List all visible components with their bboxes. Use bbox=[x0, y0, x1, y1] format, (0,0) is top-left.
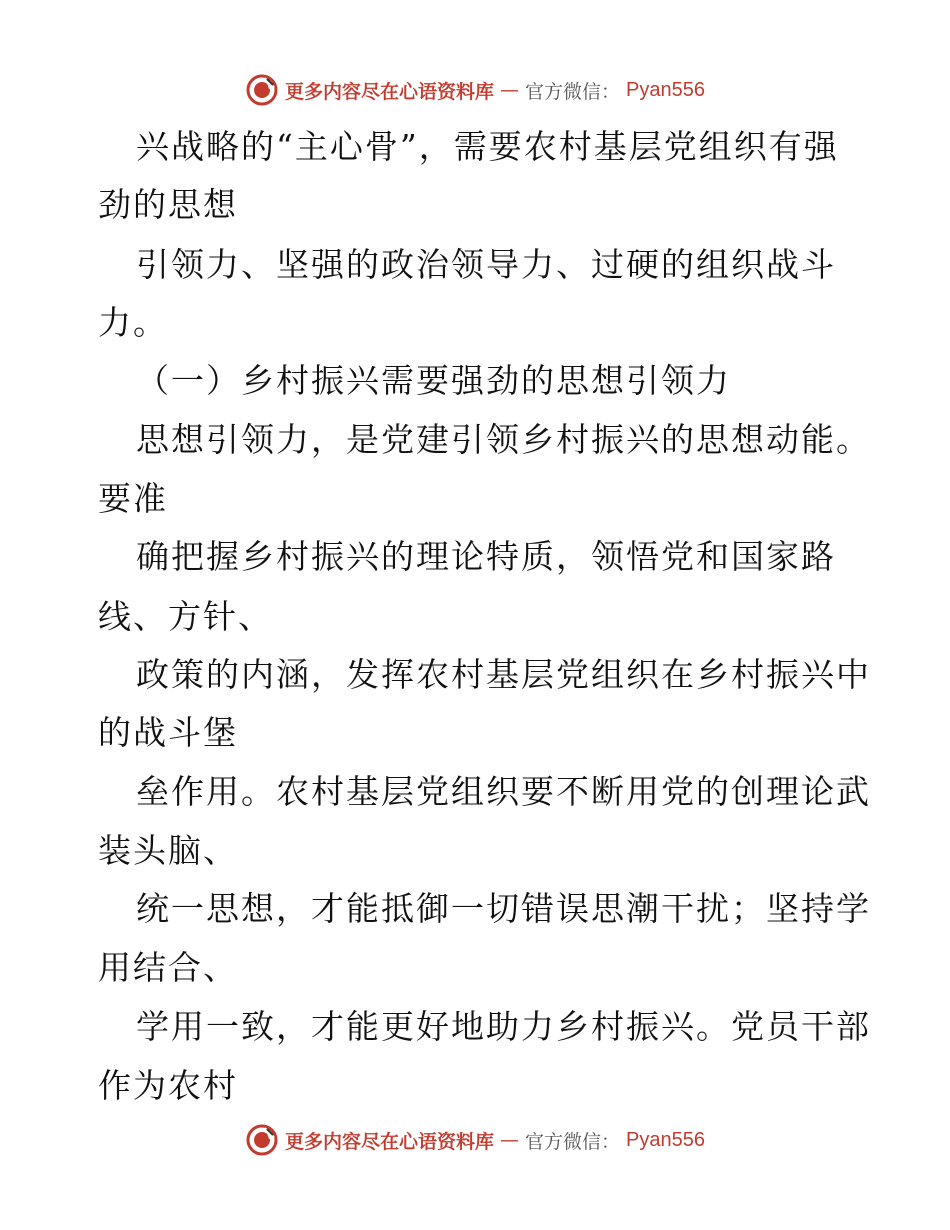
footer-banner-sub: 官方微信： bbox=[525, 1130, 621, 1153]
body-line-8: 确把握乡村振兴的理论特质，领悟党和国家路 bbox=[136, 537, 836, 576]
header-watermark bbox=[0, 70, 950, 110]
body-line-7: 要准 bbox=[98, 479, 168, 518]
body-line-3: 引领力、坚强的政治领导力、过硬的组织战斗 bbox=[136, 245, 836, 284]
body-line-10: 政策的内涵，发挥农村基层党组织在乡村振兴中 bbox=[136, 655, 871, 694]
section-heading: （一）乡村振兴需要强劲的思想引领力 bbox=[136, 361, 731, 400]
body-line-1: 兴战略的“主心骨”，需要农村基层党组织有强 bbox=[136, 127, 839, 166]
footer-banner-main: 更多内容尽在心语资料库 bbox=[285, 1130, 495, 1153]
body-line-11: 的战斗堡 bbox=[98, 713, 238, 752]
header-banner-main: 更多内容尽在心语资料库 bbox=[285, 80, 495, 103]
body-line-13: 装头脑、 bbox=[98, 831, 238, 870]
body-line-12: 垒作用。农村基层党组织要不断用党的创理论武 bbox=[136, 772, 871, 811]
footer-watermark bbox=[0, 1120, 950, 1160]
body-line-16: 学用一致，才能更好地助力乡村振兴。党员干部 bbox=[136, 1007, 871, 1046]
header-banner-id: Pyan556 bbox=[626, 78, 705, 101]
header-banner-dash: — bbox=[500, 79, 520, 101]
body-line-6: 思想引领力，是党建引领乡村振兴的思想动能。 bbox=[136, 420, 871, 459]
footer-banner-dash: — bbox=[500, 1129, 520, 1151]
body-line-15: 用结合、 bbox=[98, 948, 238, 987]
body-line-4: 力。 bbox=[98, 303, 168, 342]
body-line-17: 作为农村 bbox=[98, 1066, 238, 1105]
body-line-14: 统一思想，才能抵御一切错误思潮干扰；坚持学 bbox=[136, 889, 871, 928]
brand-logo-icon bbox=[245, 73, 279, 107]
footer-banner-id: Pyan556 bbox=[626, 1128, 705, 1151]
brand-logo-icon bbox=[245, 1123, 279, 1157]
body-line-9: 线、方针、 bbox=[98, 597, 273, 636]
header-banner-sub: 官方微信： bbox=[525, 80, 621, 103]
body-line-2: 劲的思想 bbox=[98, 185, 238, 224]
